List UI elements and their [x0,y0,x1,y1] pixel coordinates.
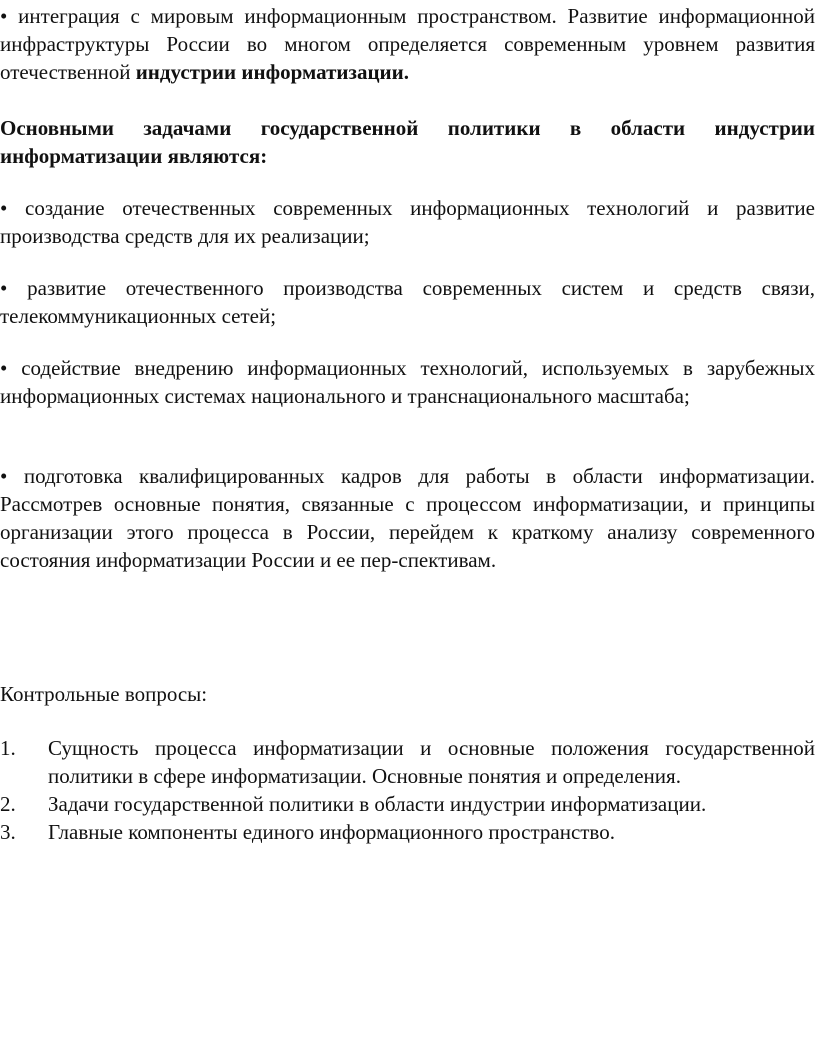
intro-bold-tail: индустрии информатизации. [135,60,409,84]
question-text: Сущность процесса информатизации и основные положения государственной политики в сфере информатизации. Основные понятия и определения. [48,736,815,788]
bullet-paragraph: • подготовка квалифицированных кадров для работы в области информатизации. Рассмотрев основные понятия, связанные с процессом информатизации, и принципы организации этого процесса в России, перейдем к краткому анализу современного состояния информатизации России и ее пер-спективам. [0,464,815,572]
bullet-paragraph: • содействие внедрению информационных технологий, используемых в зарубежных информационных системах национального и транснационального масштаба; [0,356,815,408]
tasks-heading: Основными задачами государственной политики в области индустрии информатизации являются: [0,116,815,168]
bullet-paragraph: • создание отечественных современных информационных технологий и развитие производства средств для их реализации; [0,196,815,248]
question-text: Главные компоненты единого информационного пространство. [48,820,615,844]
question-item [0,790,815,818]
question-item [0,734,815,790]
question-number: 2. [0,792,16,816]
bullet-paragraph: • развитие отечественного производства современных систем и средств связи, телекоммуникационных сетей; [0,276,815,328]
intro-text: • интеграция с мировым информационным пространством. Развитие информационной инфраструктуры России во многом определяется современным уровнем развития отечественной [0,4,815,84]
question-number: 3. [0,820,16,844]
questions-label: Контрольные вопросы: [0,682,208,706]
question-item [0,818,815,846]
question-number: 1. [0,736,16,760]
intro-paragraph [0,2,815,86]
question-text: Задачи государственной политики в области индустрии информатизации. [48,792,707,816]
questions-list [0,734,815,846]
